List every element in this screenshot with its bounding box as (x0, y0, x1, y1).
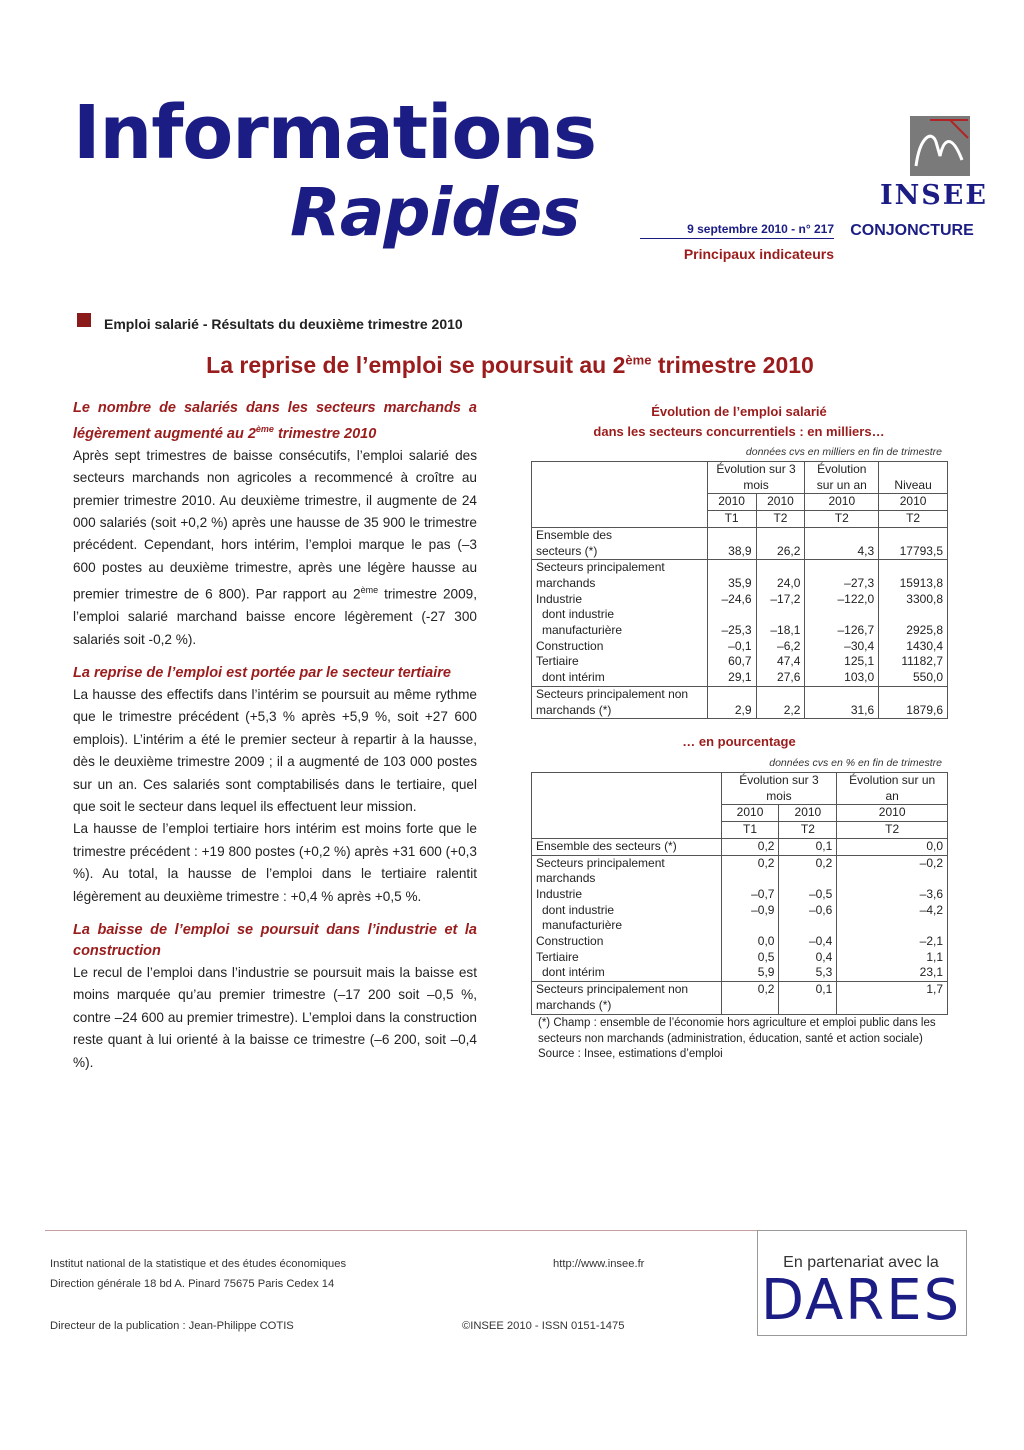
header-evol-year: Évolution sur un an (837, 773, 948, 805)
header-evol-3-months: Évolution sur 3 mois (721, 773, 837, 805)
section-bullet (77, 313, 91, 327)
table-row: Construction –0,1 –6,2 –30,4 1430,4 (532, 639, 948, 655)
header-level: Niveau (879, 462, 948, 494)
paragraph-1: Après sept trimestres de baisse consécutifs, l’emploi salarié des secteurs marchands non agricoles a recommencé à croître au premier trimestre 2010. Au deuxième trimestre, il augmente de 24 000 salariés (soit +0,2 %) après une hausse de 35 900 le trimestre précédent. Cependant, hors intérim, l’emploi marque le pas (–3 600 postes au deuxième trimestre, après une légère hausse au premier trimestre de 6 800). Par rapport au 2ème trimestre 2009, l’emploi salarié marchand baisse encore légèrement (-27 300 salariés soit -0,2 %). (73, 447, 477, 647)
partner-label: En partenariat avec la (783, 1254, 939, 1271)
table-row: Tertiaire 60,7 47,4 125,1 11182,7 (532, 654, 948, 670)
article-body (73, 398, 477, 1074)
table-employment-percent: Évolution sur 3 mois Évolution sur un an 2010 2010 2010 T1 T2 T2 Ensemble des secteurs (*) 0,2 0,1 0,0 Secteurs principalement marchands 0,2 0,2 –0,2 Industrie –0,7 –0,5 –3,6 dont industrie manufacturière –0,9 –0,6 –4,2 Construction 0,0 –0,4 –2,1 Tertiaire 0,5 0,4 1,1 dont intérim 5,9 5,3 23,1 Secteurs principalement non marchands (*) 0,2 0,1 1,7 (531, 772, 948, 1015)
table-row: dont intérim 5,9 5,3 23,1 (532, 965, 948, 981)
table-row: Secteurs principalement marchands 35,9 24,0 –27,3 15913,8 (532, 560, 948, 592)
table-row: dont intérim 29,1 27,6 103,0 550,0 (532, 670, 948, 686)
table2-title: … en pourcentage (682, 734, 796, 749)
table-employment-thousands: Évolution sur 3 mois Évolution sur un an Niveau 2010 2010 2010 2010 T1 T2 T2 T2 Ensemble des secteurs (*) 38,9 26,2 4,3 17793,5 Secteurs principalement marchands 35,9 24,0 –27,3 15913,8 Industrie –24,6 –17,2 –122,0 3300,8 dont industrie manufacturière –25,3 –18,1 –126,7 2925,8 Construction –0,1 –6,2 –30,4 1430,4 Tertiaire 60,7 47,4 125,1 11182,7 dont intérim 29,1 27,6 103,0 550,0 Secteurs principalement non marchands (*) 2,9 2,2 31,6 1879,6 (531, 461, 948, 719)
table1-title: Évolution de l’emploi salarié dans les secteurs concurrentiels : en milliers… (593, 404, 885, 439)
table-row: Secteurs principalement marchands 0,2 0,2 –0,2 (532, 855, 948, 887)
page-title: La reprise de l’emploi se poursuit au 2ème trimestre 2010 (206, 352, 814, 378)
dares-logo: DARES (760, 1268, 962, 1333)
footer-address: Direction générale 18 bd A. Pinard 75675 Paris Cedex 14 (50, 1278, 335, 1290)
table-row: Tertiaire 0,5 0,4 1,1 (532, 950, 948, 966)
table-row: Industrie –24,6 –17,2 –122,0 3300,8 (532, 592, 948, 608)
table-row: dont industrie manufacturière –25,3 –18,1 –126,7 2925,8 (532, 607, 948, 638)
masthead-title: Informations (73, 90, 597, 176)
table-row: Ensemble des secteurs (*) 0,2 0,1 0,0 (532, 838, 948, 855)
table-row: dont industrie manufacturière –0,9 –0,6 –4,2 (532, 903, 948, 934)
table-row: Ensemble des secteurs (*) 38,9 26,2 4,3 17793,5 (532, 527, 948, 559)
publication-category: Principaux indicateurs (683, 246, 834, 262)
paragraph-3: La hausse de l’emploi tertiaire hors intérim est moins forte que le trimestre précédent : +19 800 postes (+0,2 %) après +31 600 (+0,3 %). Au total, la hausse de l’emploi dans le tertiaire ralentit légèrement au deuxième trimestre : +0,4 % après +0,5 %. (73, 821, 477, 904)
paragraph-2: La hausse des effectifs dans l’intérim se poursuit au même rythme que le trimestre précédent (+5,3 % après +5,9 %, soit +27 600 emplois). L’intérim a été le premier secteur à repartir à la hausse, dès le deuxième trimestre 2009 ; il a augmenté de 103 000 postes sur un an. Ces salariés sont comptabilisés dans le tertiaire, quel que soit le secteur dans lequel ils effectuent leur mission. (73, 687, 477, 815)
subheading-1: Le nombre de salariés dans les secteurs marchands a légèrement augmenté au 2ème trimestre 2010 (73, 400, 477, 442)
table-row: Construction 0,0 –0,4 –2,1 (532, 934, 948, 950)
table-row: Industrie –0,7 –0,5 –3,6 (532, 887, 948, 903)
subheading-3: La baisse de l’emploi se poursuit dans l’industrie et la construction (73, 922, 477, 960)
insee-logo-icon (910, 116, 970, 176)
table-footnote: (*) Champ : ensemble de l’économie hors agriculture et emploi public dans les secteurs non marchands (administration, éducation, santé et action sociale) Source : Insee, estimations d’emploi (538, 1017, 936, 1061)
header-evol-3-months: Évolution sur 3 mois (707, 462, 805, 494)
header-evol-year: Évolution sur un an (805, 462, 879, 494)
insee-wordmark: INSEE (880, 180, 988, 211)
footer-url-link[interactable]: http://www.insee.fr (553, 1258, 645, 1270)
conjoncture-label: CONJONCTURE (850, 222, 974, 239)
footer-institute: Institut national de la statistique et des études économiques (50, 1258, 347, 1270)
table2-note: données cvs en % en fin de trimestre (769, 757, 942, 769)
footer-director: Directeur de la publication : Jean-Philippe COTIS (50, 1320, 294, 1332)
subheading-2: La reprise de l’emploi est portée par le secteur tertiaire (73, 665, 451, 682)
masthead-subtitle: Rapides (290, 174, 580, 251)
publication-info: 9 septembre 2010 - n° 217 (640, 222, 834, 239)
table-row: Secteurs principalement non marchands (*) 2,9 2,2 31,6 1879,6 (532, 686, 948, 718)
section-label: Emploi salarié - Résultats du deuxième trimestre 2010 (104, 316, 463, 332)
footer-copyright: ©INSEE 2010 - ISSN 0151-1475 (462, 1320, 625, 1332)
table1-note: données cvs en milliers en fin de trimestre (745, 446, 942, 458)
table-row: Secteurs principalement non marchands (*) 0,2 0,1 1,7 (532, 982, 948, 1014)
paragraph-4: Le recul de l’emploi dans l’industrie se poursuit mais la baisse est moins marquée qu’au premier trimestre (–17 200 soit –0,5 %, contre –24 600 au premier trimestre). L’emploi dans la construction reste quant à lui orienté à la baisse ce trimestre (–6 200, soit –0,4 %). (73, 965, 477, 1070)
